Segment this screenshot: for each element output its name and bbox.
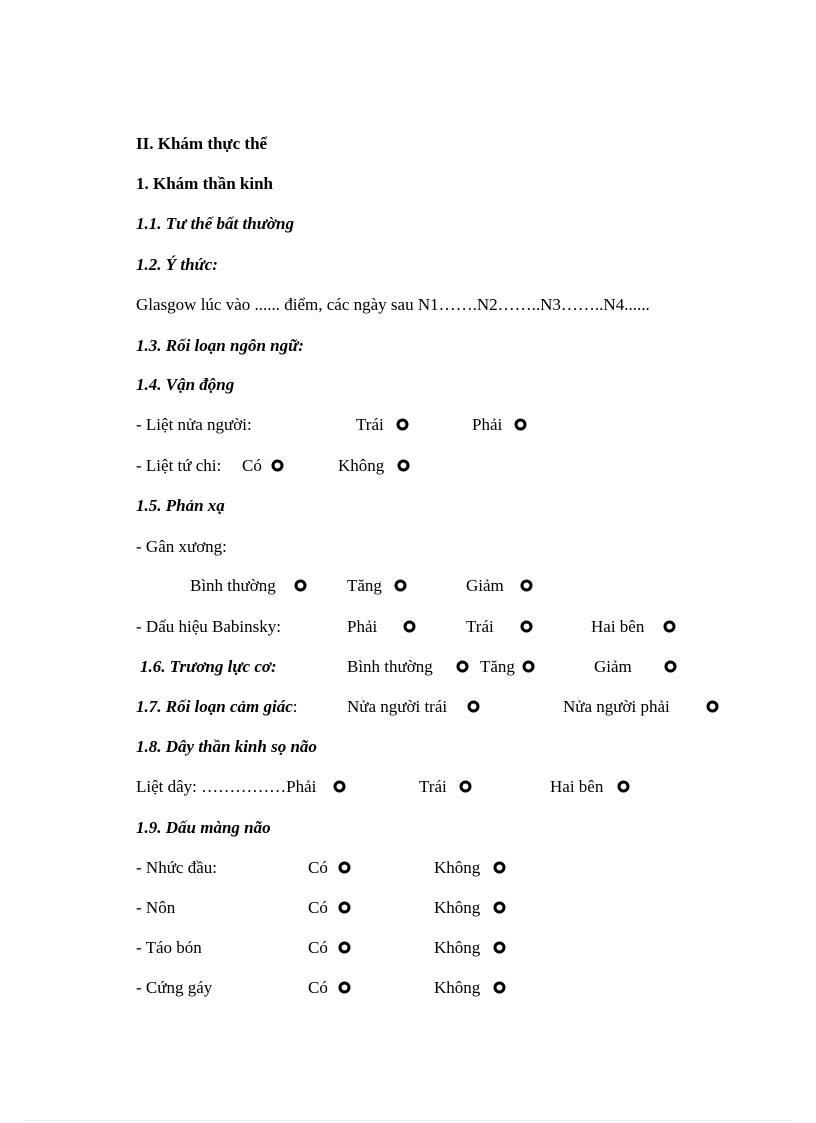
radio-circle-icon[interactable] xyxy=(338,981,351,994)
option-hai-ben-label: Hai bên xyxy=(550,777,604,796)
radio-circle-icon[interactable] xyxy=(271,459,284,472)
radio-circle-icon[interactable] xyxy=(338,901,351,914)
option-trai-label: Trái xyxy=(466,617,494,636)
symptom-label: - Táo bón xyxy=(136,938,202,957)
radio-circle-icon[interactable] xyxy=(394,579,407,592)
symptom-label: - Nhức đầu: xyxy=(136,858,217,877)
radio-circle-icon[interactable] xyxy=(493,901,506,914)
option-phai-label: Phải xyxy=(472,415,503,434)
symptom-label: - Cứng gáy xyxy=(136,978,213,997)
radio-circle-icon[interactable] xyxy=(333,780,346,793)
heading-1-4: 1.4. Vận động xyxy=(136,375,235,394)
liet-nua-nguoi-label: - Liệt nửa người: xyxy=(136,415,252,434)
heading-1-3: 1.3. Rối loạn ngôn ngữ: xyxy=(136,336,304,355)
option-tang-label: Tăng xyxy=(347,576,382,595)
option-khong-label: Không xyxy=(434,978,481,997)
radio-circle-icon[interactable] xyxy=(493,941,506,954)
heading-1-2: 1.2. Ý thức: xyxy=(136,255,218,274)
option-trai-label: Trái xyxy=(356,415,384,434)
option-co-label: Có xyxy=(308,938,328,957)
option-nua-nguoi-phai-label: Nửa người phải xyxy=(563,697,670,716)
page-bottom-divider xyxy=(24,1120,792,1121)
radio-circle-icon[interactable] xyxy=(493,981,506,994)
glasgow-line: Glasgow lúc vào ...... điểm, các ngày sau N1…….N2……..N3……..N4...... xyxy=(136,295,650,314)
heading-1-7-text: 1.7. Rối loạn cảm giác xyxy=(136,697,293,716)
heading-1-5: 1.5. Phản xạ xyxy=(136,496,225,515)
option-trai-label: Trái xyxy=(419,777,447,796)
option-binh-thuong-label: Bình thường xyxy=(347,657,433,676)
section-title: II. Khám thực thể xyxy=(136,134,268,153)
radio-circle-icon[interactable] xyxy=(617,780,630,793)
heading-1-8: 1.8. Dây thần kinh sọ não xyxy=(136,737,317,756)
liet-tu-chi-label: - Liệt tứ chi: xyxy=(136,456,222,475)
radio-circle-icon[interactable] xyxy=(706,700,719,713)
radio-circle-icon[interactable] xyxy=(467,700,480,713)
subsection-title: 1. Khám thần kinh xyxy=(136,174,273,193)
option-phai-label: Phải xyxy=(347,617,378,636)
radio-circle-icon[interactable] xyxy=(663,620,676,633)
radio-circle-icon[interactable] xyxy=(459,780,472,793)
radio-circle-icon[interactable] xyxy=(664,660,677,673)
option-tang-label: Tăng xyxy=(480,657,515,676)
radio-circle-icon[interactable] xyxy=(520,620,533,633)
heading-1-1: 1.1. Tư thế bất thường xyxy=(136,214,294,233)
radio-circle-icon[interactable] xyxy=(396,418,409,431)
option-khong-label: Không xyxy=(338,456,385,475)
radio-circle-icon[interactable] xyxy=(520,579,533,592)
radio-circle-icon[interactable] xyxy=(493,861,506,874)
option-giam-label: Giảm xyxy=(466,576,504,595)
option-binh-thuong-label: Bình thường xyxy=(190,576,276,595)
gan-xuong-label: - Gân xương: xyxy=(136,537,227,556)
option-khong-label: Không xyxy=(434,938,481,957)
radio-circle-icon[interactable] xyxy=(514,418,527,431)
heading-1-9: 1.9. Dấu màng não xyxy=(136,818,271,837)
radio-circle-icon[interactable] xyxy=(397,459,410,472)
option-nua-nguoi-trai-label: Nửa người trái xyxy=(347,697,448,716)
option-giam-label: Giảm xyxy=(594,657,632,676)
option-khong-label: Không xyxy=(434,858,481,877)
option-co-label: Có xyxy=(308,978,328,997)
babinsky-label: - Dấu hiệu Babinsky: xyxy=(136,617,281,636)
radio-circle-icon[interactable] xyxy=(456,660,469,673)
option-co-label: Có xyxy=(308,898,328,917)
option-hai-ben-label: Hai bên xyxy=(591,617,645,636)
option-co-label: Có xyxy=(308,858,328,877)
radio-circle-icon[interactable] xyxy=(294,579,307,592)
option-co-label: Có xyxy=(242,456,262,475)
option-khong-label: Không xyxy=(434,898,481,917)
radio-circle-icon[interactable] xyxy=(403,620,416,633)
liet-day-label: Liệt dây: ……………Phải xyxy=(136,777,317,796)
symptom-label: - Nôn xyxy=(136,898,176,917)
radio-circle-icon[interactable] xyxy=(338,861,351,874)
heading-1-7 xyxy=(136,695,298,719)
radio-circle-icon[interactable] xyxy=(522,660,535,673)
heading-1-6: 1.6. Trương lực cơ: xyxy=(140,657,277,676)
heading-1-7-colon: : xyxy=(292,697,298,716)
radio-circle-icon[interactable] xyxy=(338,941,351,954)
